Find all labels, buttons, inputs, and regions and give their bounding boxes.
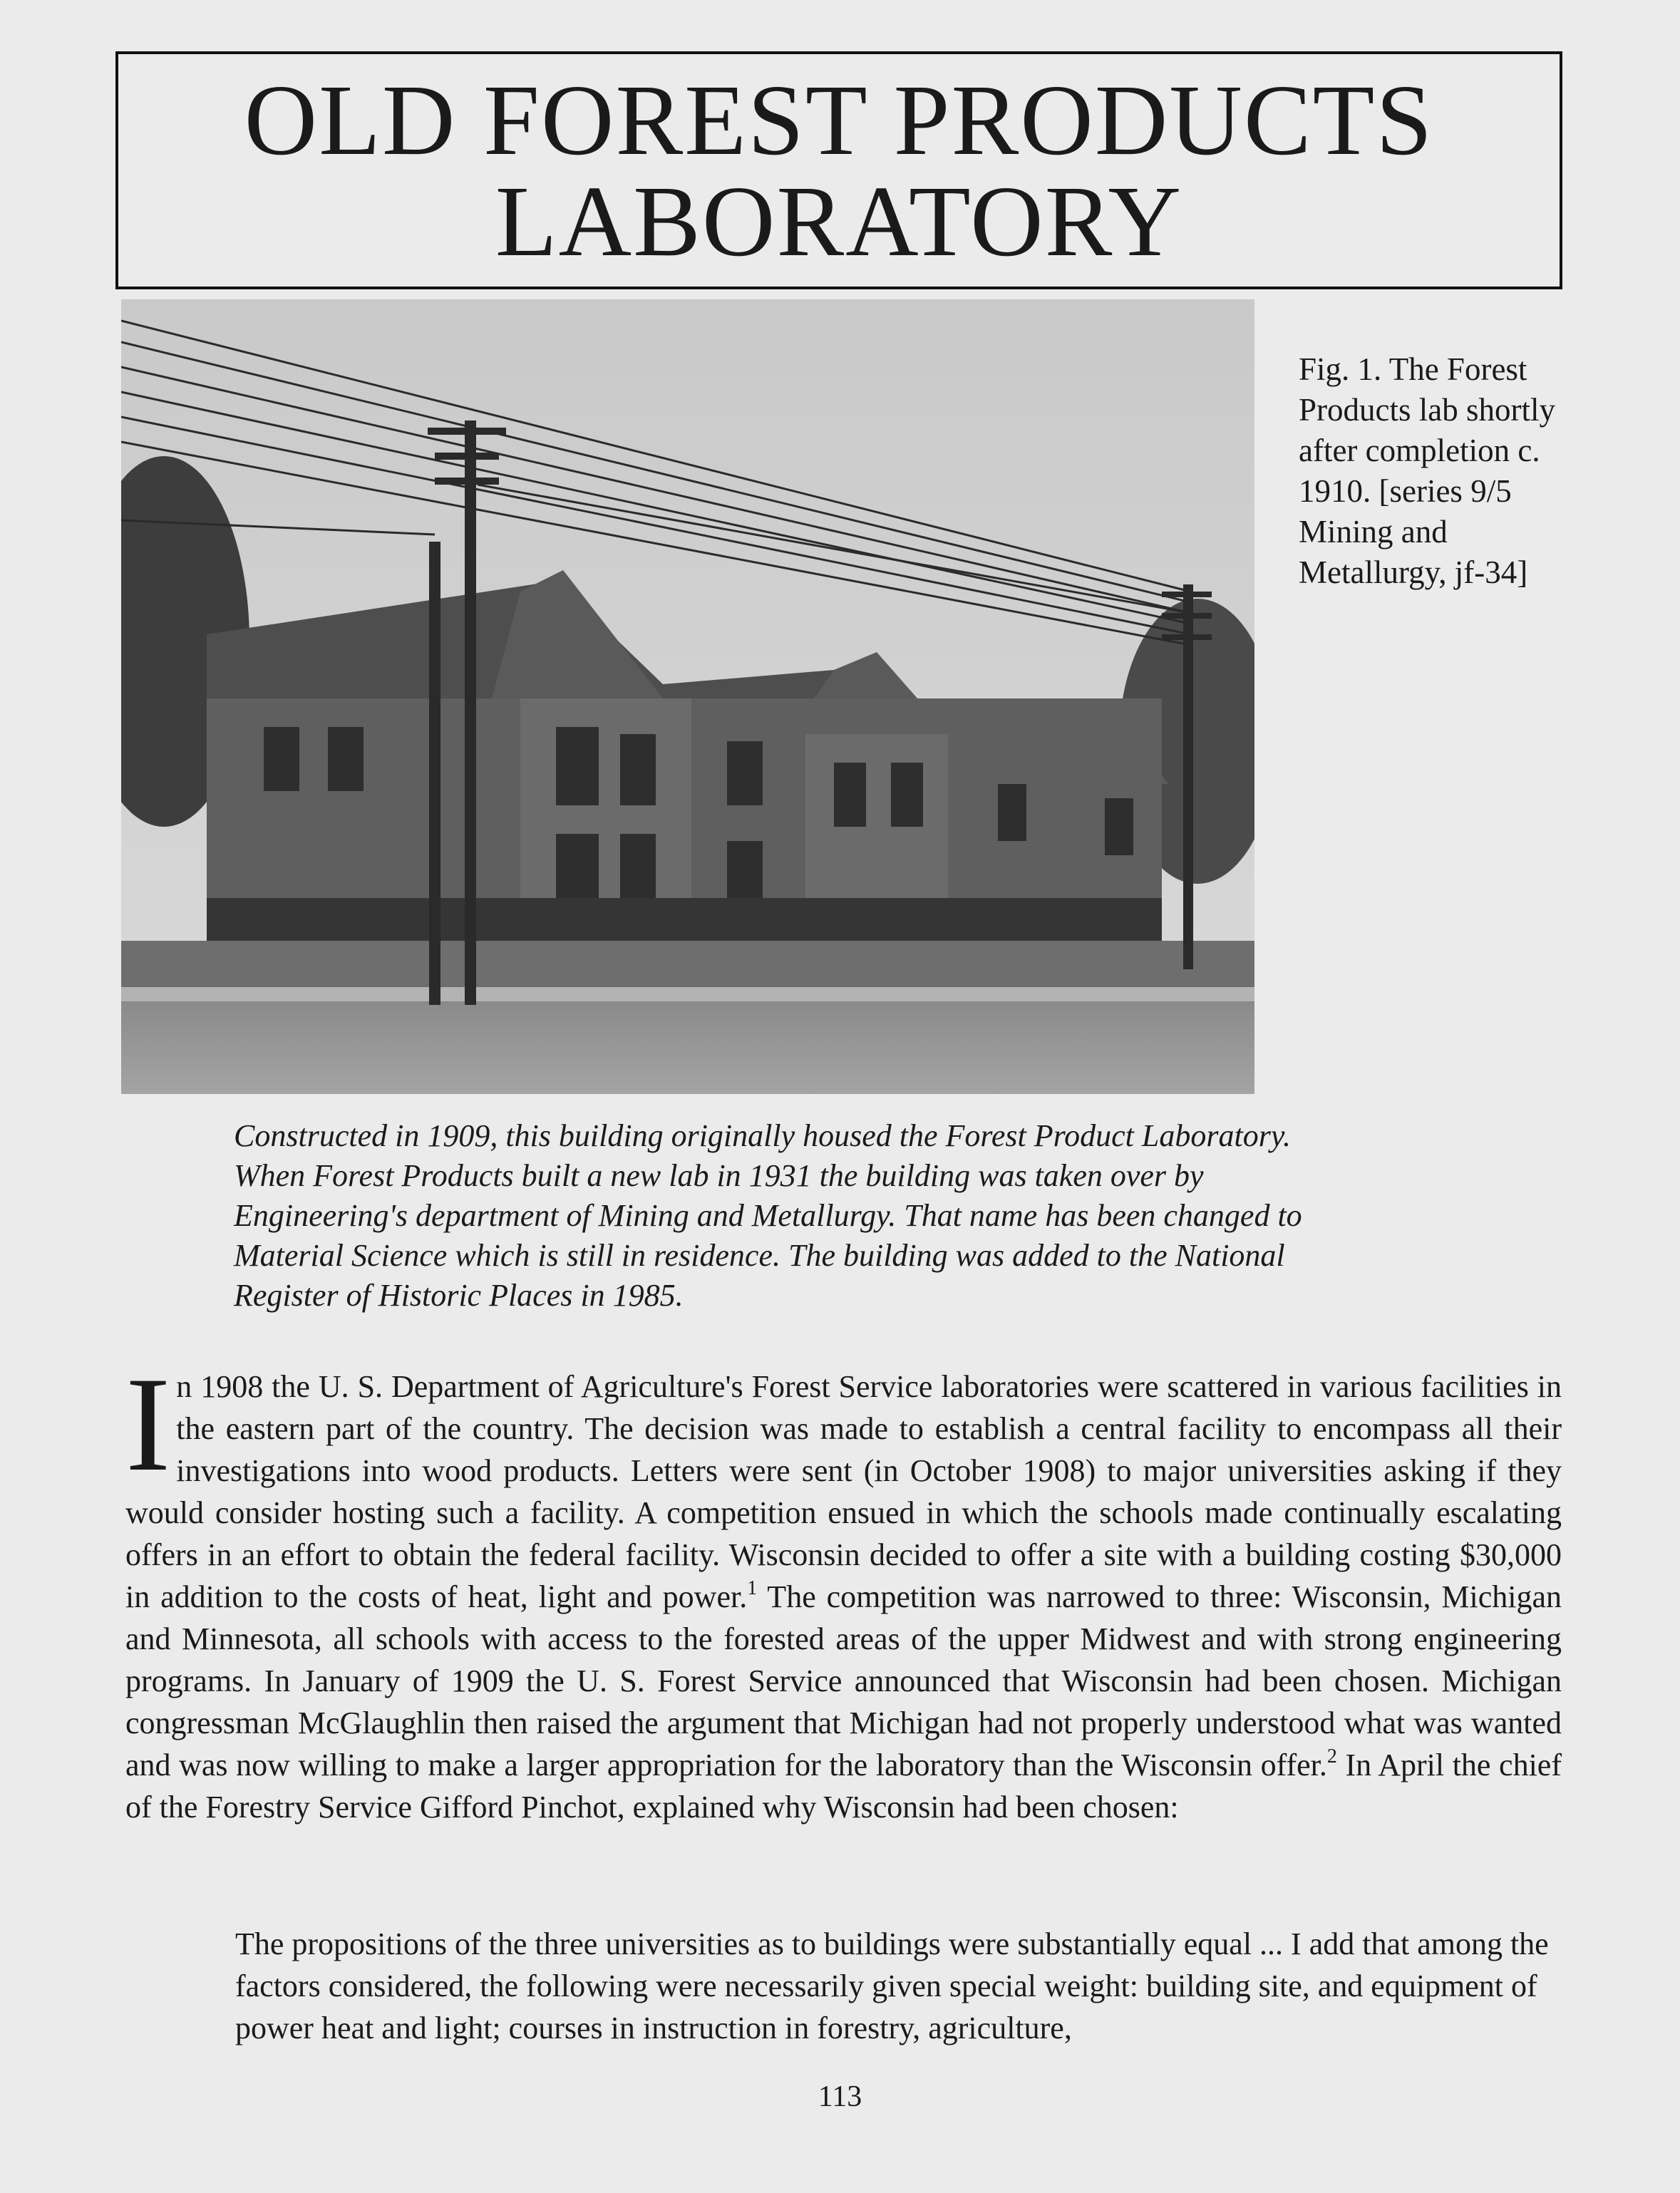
body-text-part-3: In April the chief of the Forestry Service Gifford Pinchot, explained why Wisconsin had been chosen: (125, 1748, 1562, 1825)
figure-caption: Fig. 1. The Forest Products lab shortly after completion c. 1910. [series 9/5 Mining and Metallurgy, jf-34] (1299, 351, 1555, 590)
photo-caption-line: Register of Historic Places in 1985. (234, 1278, 684, 1313)
photo-caption-line: Constructed in 1909, this building originally housed the Forest Product Laboratory. (234, 1118, 1291, 1153)
footnote-marker-2: 2 (1326, 1745, 1337, 1768)
photo-caption-line: Engineering's department of Mining and Metallurgy. That name has been changed to (234, 1198, 1302, 1233)
building-photo (121, 299, 1254, 1094)
body-paragraph (125, 1350, 1562, 1828)
body-text-part-1: n 1908 the U. S. Department of Agriculture's Forest Service laboratories were scattered in various facilities in the eastern part of the country. The decision was made to establish a central facility to encompass all their investigations into wood products. Letters were sent (in October 1908) to major universities asking if they would consider hosting such a facility. A competition ensued in which the schools made continually escalating offers in an effort to obtain the federal facility. Wisconsin decided to offer a site with a building costing $30,000 in addition to the costs of heat, light and power. (125, 1369, 1562, 1614)
body-text-part-2: The competition was narrowed to three: Wisconsin, Michigan and Minnesota, all schools with access to the forested areas of the upper Midwest and with strong engineering programs. In January of 1909 the U. S. Forest Service announced that Wisconsin had been chosen. Michigan congressman McGlaughlin then raised the argument that Michigan had not properly understood what was wanted and was now willing to make a larger appropriation for the laboratory than the Wisconsin offer. (125, 1579, 1562, 1782)
photo-caption (234, 1116, 1517, 1316)
photo-caption-line: When Forest Products built a new lab in 1931 the building was taken over by (234, 1158, 1204, 1193)
block-quote: The propositions of the three universities as to buildings were substantially equal ... I add that among the factors considered, the following were necessarily given special weight: building site, and equipment of power heat and light; courses in instruction in forestry, agriculture, (235, 1926, 1549, 2045)
page-title-line-2: LABORATORY (495, 165, 1183, 277)
footnote-marker-1: 1 (747, 1577, 758, 1599)
page-number: 113 (818, 2080, 862, 2113)
title-box (115, 51, 1562, 289)
page-title-line-1: OLD FOREST PRODUCTS (244, 63, 1434, 176)
photo-caption-line: Material Science which is still in residence. The building was added to the National (234, 1238, 1285, 1273)
drop-cap: I (125, 1350, 171, 1500)
